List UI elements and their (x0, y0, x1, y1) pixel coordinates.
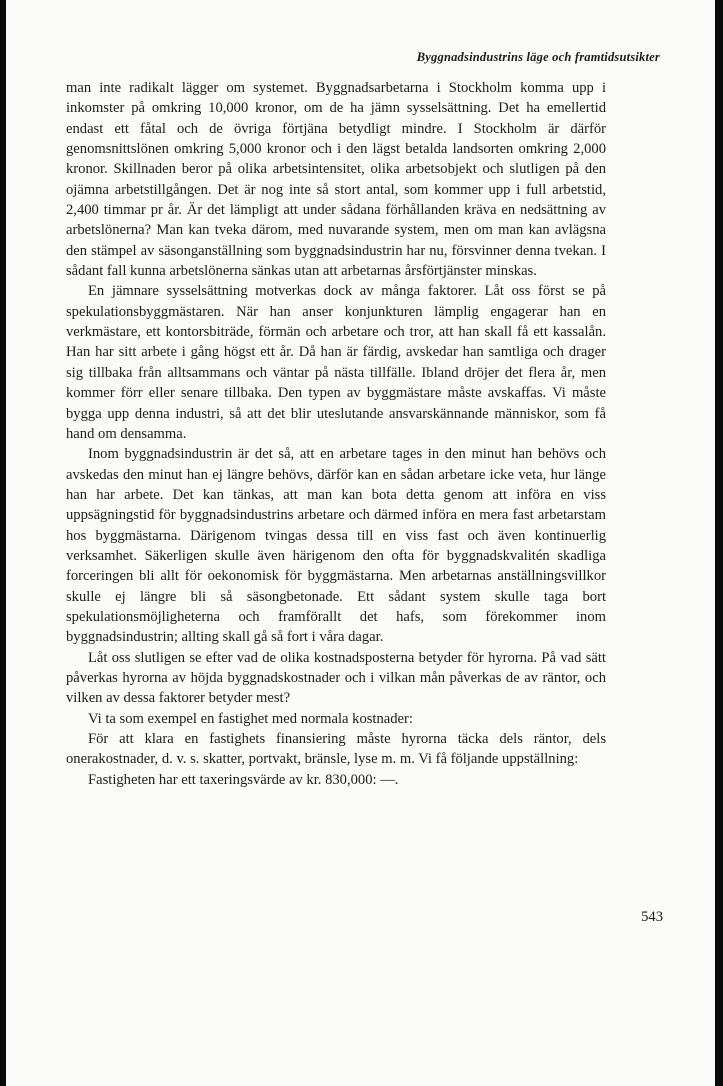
paragraph-4: Låt oss slutligen se efter vad de olika kostnadsposterna betyder för hyrorna. På vad sätt påverkas hyrorna av höjda byggnadskostnader och i vilkan mån påverkas de av räntor, och vilken av dessa faktorer betyder mest? (66, 649, 606, 707)
paragraph-2: En jämnare sysselsättning motverkas dock av många faktorer. Låt oss först se på spekulationsbyggmästaren. När han anser konjunkturen lämplig engagerar han en verkmästare, ett kontorsbiträde, förmän och arbetare och tror, att han skall få ett kassalån. Han har sitt arbete i gång högst ett år. Då han är färdig, avskedar han samtliga och drager sig tillbaka från alltsammans och väntar på nästa tillfälle. Ibland dröjer det flera år, men kommer förr eller senare tillbaka. Den typen av byggmästare måste avskaffas. Vi måste bygga upp denna industri, så att det blir uteslutande ansvarskännande människor, som få hand om densamma. (66, 283, 606, 442)
body-text (66, 78, 606, 790)
paragraph-6: För att klara en fastighets finansiering måste hyrorna täcka dels räntor, dels onerakostnader, d. v. s. skatter, portvakt, bränsle, lyse m. m. Vi få följande uppställning: (66, 731, 606, 768)
running-head: Byggnadsindustrins läge och framtidsutsikter (416, 50, 660, 64)
book-page (6, 0, 715, 1086)
paragraph-1: man inte radikalt lägger om systemet. Byggnadsarbetarna i Stockholm komma upp i inkomster på omkring 10,000 kronor, om de ha jämn sysselsättning. Det ha emellertid endast ett fåtal och de övriga förtjäna betydligt mindre. I Stockholm är därför genomsnittslönen omkring 5,000 kronor och i den lägst betalda landsorten omkring 2,000 kronor. Skillnaden beror på olika arbetsintensitet, olika arbetsobjekt och slutligen på den ojämna arbetstillgången. Det är nog inte så stort antal, som kommer upp i full arbetstid, 2,400 timmar pr år. Är det lämpligt att under sådana förhållanden kräva en nedsättning av arbetslönerna? Man kan tveka därom, med nuvarande system, men om man kan avlägsna den stämpel av säsonganställning som byggnadsindustrin har nu, försvinner denna tvekan. I sådant fall kunna arbetslönerna sänkas utan att arbetarnas årsförtjänster minskas. (66, 80, 606, 280)
paragraph-5: Vi ta som exempel en fastighet med normala kostnader: (88, 710, 413, 727)
scan-border-right (715, 0, 723, 1086)
page-number: 543 (641, 909, 663, 925)
paragraph-7: Fastigheten har ett taxeringsvärde av kr. 830,000: —. (88, 771, 399, 788)
paragraph-3: Inom byggnadsindustrin är det så, att en arbetare tages in den minut han behövs och avskedas den minut han ej längre behövs, därför kan en sådan arbetare icke veta, hur länge han har arbete. Det kan tänkas, att man kan bota detta genom att införa en viss uppsägningstid för byggnadsindustrins arbetare och därmed införa en mera fast arbetarstam hos byggmästarna. Därigenom tvingas dessa till en viss fast och även kontinuerlig verksamhet. Säkerligen skulle även härigenom den ofta för byggnadskvalitén skadliga forceringen bli allt för oekonomisk för byggmästarna. Men arbetarnas anställningsvillkor skulle ej längre bli så säsongbetonade. Ett sådant system skulle taga bort spekulationsmöjligheterna och framförallt det hafs, som förekommer inom byggnadsindustrin; allting skall gå så fort i våra dagar. (66, 446, 606, 646)
